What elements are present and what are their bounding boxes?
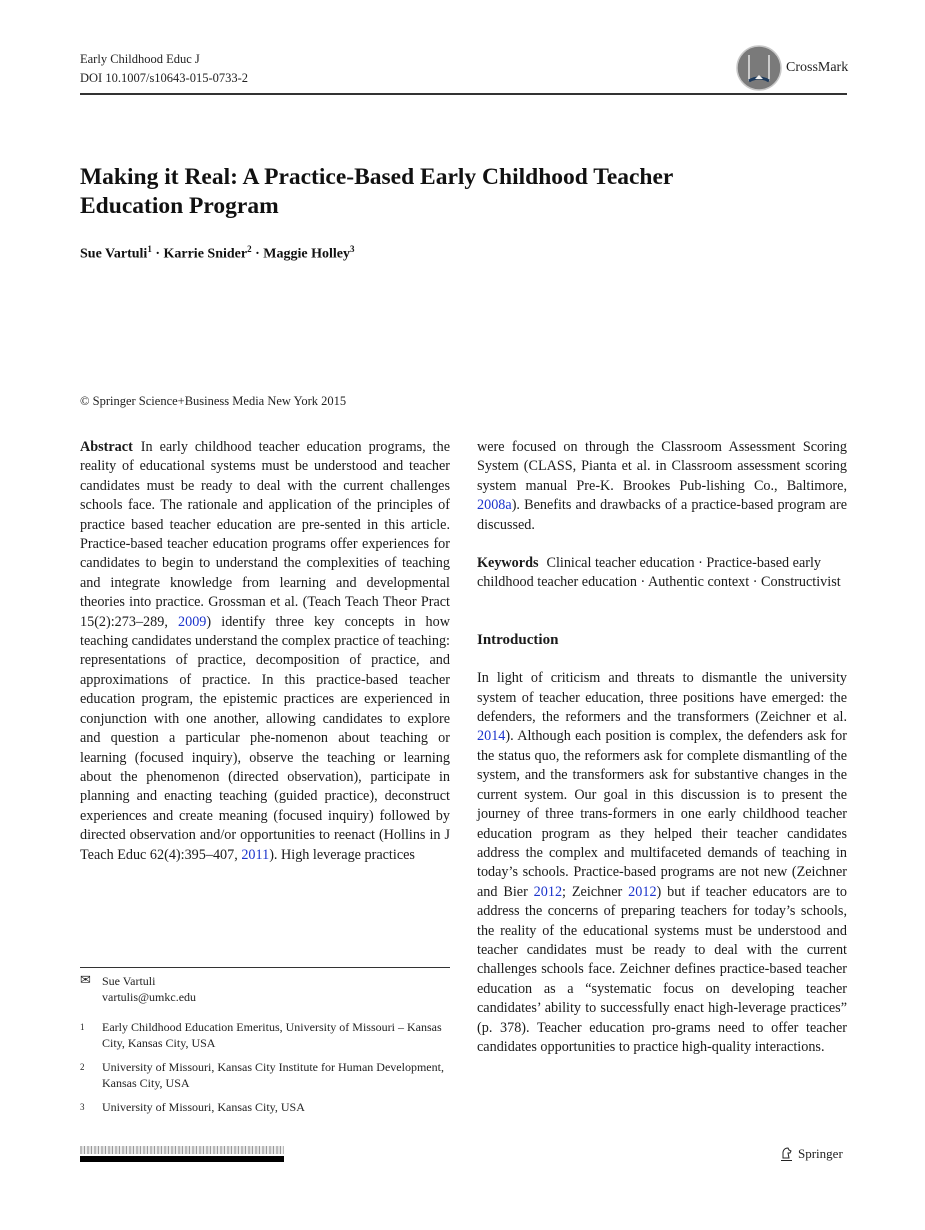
abstract-column: [80, 438, 450, 865]
article-title: Making it Real: A Practice-Based Early Childhood Teacher Education Program: [80, 164, 673, 219]
affiliation-1: 1 Early Childhood Education Emeritus, University of Missouri – Kansas City, Kansas City, USA: [80, 1020, 442, 1050]
author-name[interactable]: Maggie Holley: [263, 246, 350, 262]
citation-link[interactable]: 2012: [628, 883, 657, 900]
barcode-strip: [80, 1146, 284, 1163]
contact-name: Sue Vartuli: [102, 974, 156, 988]
publisher-name: Springer: [798, 1146, 843, 1161]
crossmark-badge[interactable]: [736, 44, 866, 92]
introduction-paragraph: In light of criticism and threats to dismantle the university system of teacher education, three positions have emerged: the defenders, the reformers and the transformers (Zeichner et al. 2014). Although each position is complex, the defenders ask for the status quo, the reformers ask for complete dismantling of the system, and the transformers ask for substantive changes in the current system. Our goal in this discussion is to present the journey of three trans-formers in one early childhood teacher education program as they helped their teacher candidates address the complex and multifaceted demands of teaching in today’s schools. Practice-based programs are not new (Zeichner and Bier 2012; Zeichner 2012) but if teacher educators are to address the concerns of preparing teachers for today’s schools, the reality of the educational systems must be understood and teacher candidates must be ready to deal with the current challenges schools face. Zeichner defines practice-based teacher education as a “systematic focus on developing teacher candidates’ ability to successfully enact high-leverage practices” (p. 378). Teacher education pro-grams need to offer teacher candidates opportunities to practice high-quality interactions.: [477, 670, 847, 1055]
affiliation-2: 2 University of Missouri, Kansas City Institute for Human Development, Kansas City, USA: [80, 1060, 444, 1090]
affiliation-3: 3 University of Missouri, Kansas City, USA: [80, 1100, 305, 1114]
author-affiliation-mark: 2: [247, 244, 252, 254]
springer-logo: [780, 1146, 843, 1162]
author-name[interactable]: Sue Vartuli: [80, 246, 148, 262]
footnotes: [80, 973, 450, 1123]
author-affiliation-mark: 3: [349, 244, 355, 254]
right-column: [477, 438, 847, 1057]
citation-link[interactable]: 2012: [533, 883, 563, 900]
crossmark-label: CrossMark: [786, 60, 849, 75]
copyright-notice: © Springer Science+Business Media New York 2015: [80, 394, 347, 408]
abstract-continued: were focused on through the Classroom Assessment Scoring System (CLASS, Pianta et al. in Classroom assessment scoring system manual Pre-K. Brookes Pub-lishing Co., Baltimore, 2008a). Benefits and drawbacks of a practice-based program are discussed.: [477, 439, 847, 533]
citation-link[interactable]: 2009: [178, 613, 207, 630]
abstract: Abstract In early childhood teacher education programs, the reality of educational systems must be understood and teacher candidates must be ready to deal with the current challenges schools face. The rationale and application of the principles of practice based teacher education are pre-sented in this article. Practice-based teacher education programs offer experiences for candidates to begin to understand the complexities of teaching and integrate knowledge from learning and developmental theories into practice. Grossman et al. (Teach Teach Theor Pract 15(2):273–289, 2009) identify three key concepts in how teaching candidates understand the complex practice of teaching: representations of practice, decomposition of practice, and approximations of practice. In this practice-based teacher education program, the epistemic practices are experienced in conjunction with one another, allowing candidates to explore and question a particular phe-nomenon about teaching or learning (focused inquiry), observe the teaching or learning about the phenomenon (directed observation), participate in planning and enacting teaching (guided practice), deconstruct experiences and create meaning (focused inquiry) followed by directed observation and/or opportunities to reenact (Hollins in J Teach Educ 62(4):395–407, 2011). High leverage practices: [80, 439, 450, 863]
author-separator: ·: [151, 246, 164, 262]
corresponding-author: [80, 973, 450, 1005]
citation-link[interactable]: 2014: [477, 728, 506, 745]
author-separator: ·: [251, 246, 264, 262]
abstract-label: Abstract: [80, 439, 133, 455]
citation-link[interactable]: 2011: [241, 846, 270, 863]
keywords-text: Clinical teacher education · Practice-based early childhood teacher education · Authentic context · Constructivist: [477, 555, 841, 591]
author-name[interactable]: Karrie Snider: [163, 246, 248, 262]
author-list: [80, 244, 354, 263]
envelope-icon: ✉: [80, 972, 91, 987]
journal-name: Early Childhood Educ J: [80, 52, 200, 66]
section-heading-introduction: Introduction: [477, 631, 559, 648]
contact-email[interactable]: vartulis@umkc.edu: [102, 990, 197, 1004]
keywords: [477, 554, 847, 593]
author-affiliation-mark: 1: [147, 244, 152, 254]
keywords-label: Keywords: [477, 555, 539, 572]
crossmark-icon: [736, 45, 782, 91]
running-head: [80, 50, 248, 88]
springer-horse-icon: [780, 1146, 794, 1162]
citation-link[interactable]: 2008a: [477, 497, 512, 514]
doi[interactable]: DOI 10.1007/s10643-015-0733-2: [80, 71, 249, 85]
header-rule: [80, 93, 847, 95]
footnote-rule: [80, 967, 450, 968]
